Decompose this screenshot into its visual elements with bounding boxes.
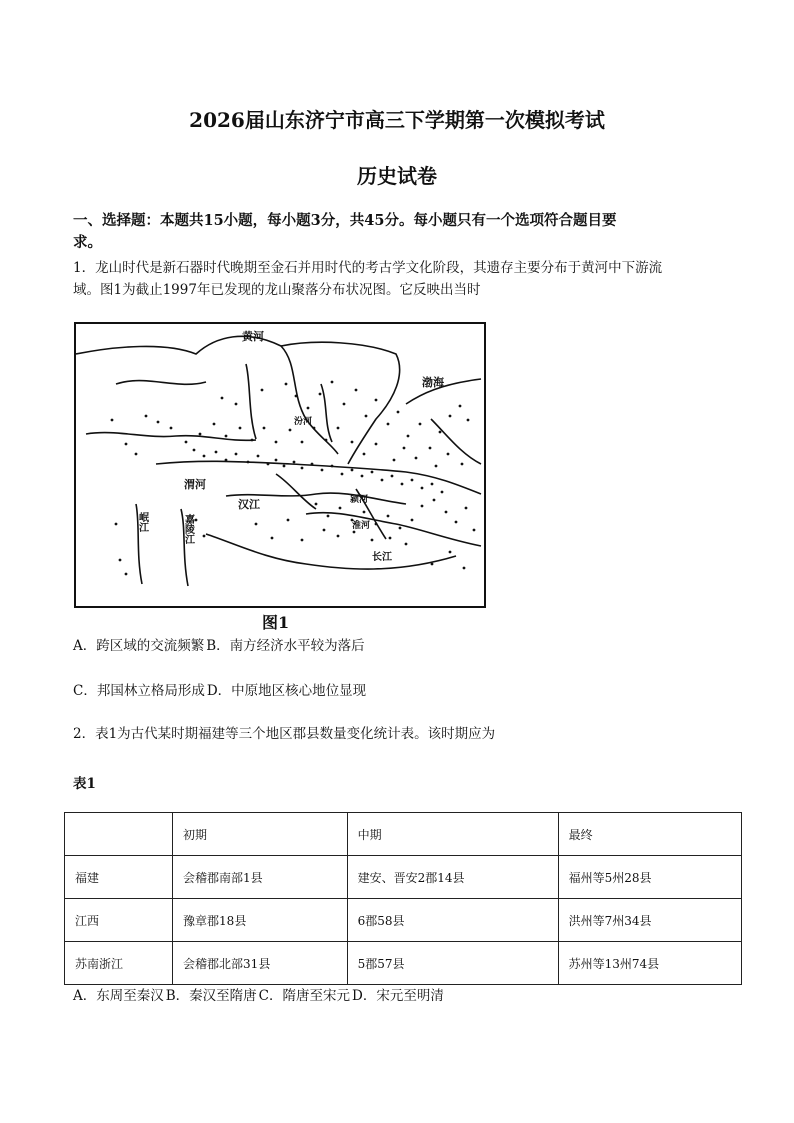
option-c[interactable]: C．邦国林立格局形成: [73, 683, 205, 699]
table-header-cell: 初期: [173, 813, 348, 856]
table-row: [65, 856, 742, 899]
table-cell: 会稽郡南部1县: [173, 856, 348, 899]
table-cell: 苏南浙江: [65, 942, 173, 985]
table-header-cell: 中期: [347, 813, 558, 856]
prefecture-county-table: [64, 812, 742, 985]
table-cell: 会稽郡北部31县: [173, 942, 348, 985]
map-label-yinghe: 颍河: [350, 494, 369, 504]
map-label-huaihe: 淮河: [352, 520, 371, 530]
option-a[interactable]: A．东周至秦汉: [73, 988, 164, 1004]
exam-subtitle: 历史试卷: [357, 164, 437, 188]
question-1-options-row1: [73, 634, 367, 654]
table-cell: 苏州等13州74县: [558, 942, 741, 985]
table-cell: 建安、晋安2郡14县: [347, 856, 558, 899]
map-label-changjiang: 长江: [372, 552, 392, 563]
question-1-options-row2: [73, 679, 368, 699]
table-row: [65, 942, 742, 985]
exam-title: 2026届山东济宁市高三下学期第一次模拟考试: [189, 108, 605, 132]
table-header-cell: 最终: [558, 813, 741, 856]
option-d[interactable]: D．中原地区核心地位显现: [206, 683, 367, 699]
table-cell: 江西: [65, 899, 173, 942]
map-label-bohai: 渤海: [422, 377, 444, 389]
section-heading-line2: 求。: [73, 234, 102, 251]
table-cell: 6郡58县: [347, 899, 558, 942]
option-d[interactable]: D．宋元至明清: [352, 988, 444, 1004]
table-cell: 福建: [65, 856, 173, 899]
map-label-fenhe: 汾河: [294, 416, 313, 426]
question-1-stem-line1: 1．龙山时代是新石器时代晚期至金石并用时代的考古学文化阶段，其遗存主要分布于黄河中下游流: [73, 260, 663, 276]
section-heading-line1: 一、选择题：本题共15小题，每小题3分，共45分。每小题只有一个选项符合题目要: [73, 212, 617, 229]
table-1-label: 表1: [73, 776, 96, 792]
question-1-stem: [73, 257, 733, 301]
question-2-stem: 2．表1为古代某时期福建等三个地区郡县数量变化统计表。该时期应为: [73, 726, 496, 742]
option-c[interactable]: C．隋唐至宋元: [258, 988, 351, 1004]
table-header-row: [65, 813, 742, 856]
map-rivers: [76, 336, 481, 586]
question-1-stem-line2: 域。图1为截止1997年已发现的龙山聚落分布状况图。它反映出当时: [73, 282, 481, 298]
table-cell: 5郡57县: [347, 942, 558, 985]
table-row: [65, 899, 742, 942]
table-cell: 福州等5州28县: [558, 856, 741, 899]
longshan-settlement-map: [74, 322, 486, 608]
map-label-jialingjiang: 嘉陵江: [182, 514, 194, 544]
map-label-huanghe: 黄河: [242, 331, 264, 343]
question-2-options: [73, 984, 446, 1004]
map-label-minjiang: 岷江: [136, 512, 148, 532]
table-cell: 洪州等7州34县: [558, 899, 741, 942]
map-label-hanjiang: 汉江: [238, 499, 260, 511]
map-label-weihe: 渭河: [184, 479, 206, 491]
table-cell: 豫章郡18县: [173, 899, 348, 942]
option-b[interactable]: B．南方经济水平较为落后: [206, 638, 365, 654]
settlement-dots: [111, 381, 476, 576]
option-b[interactable]: B．秦汉至隋唐: [165, 988, 257, 1004]
figure-1-label: 图1: [262, 613, 290, 632]
section-heading: [73, 210, 733, 254]
table-header-cell: [65, 813, 173, 856]
option-a[interactable]: A．跨区域的交流频繁: [73, 638, 205, 654]
